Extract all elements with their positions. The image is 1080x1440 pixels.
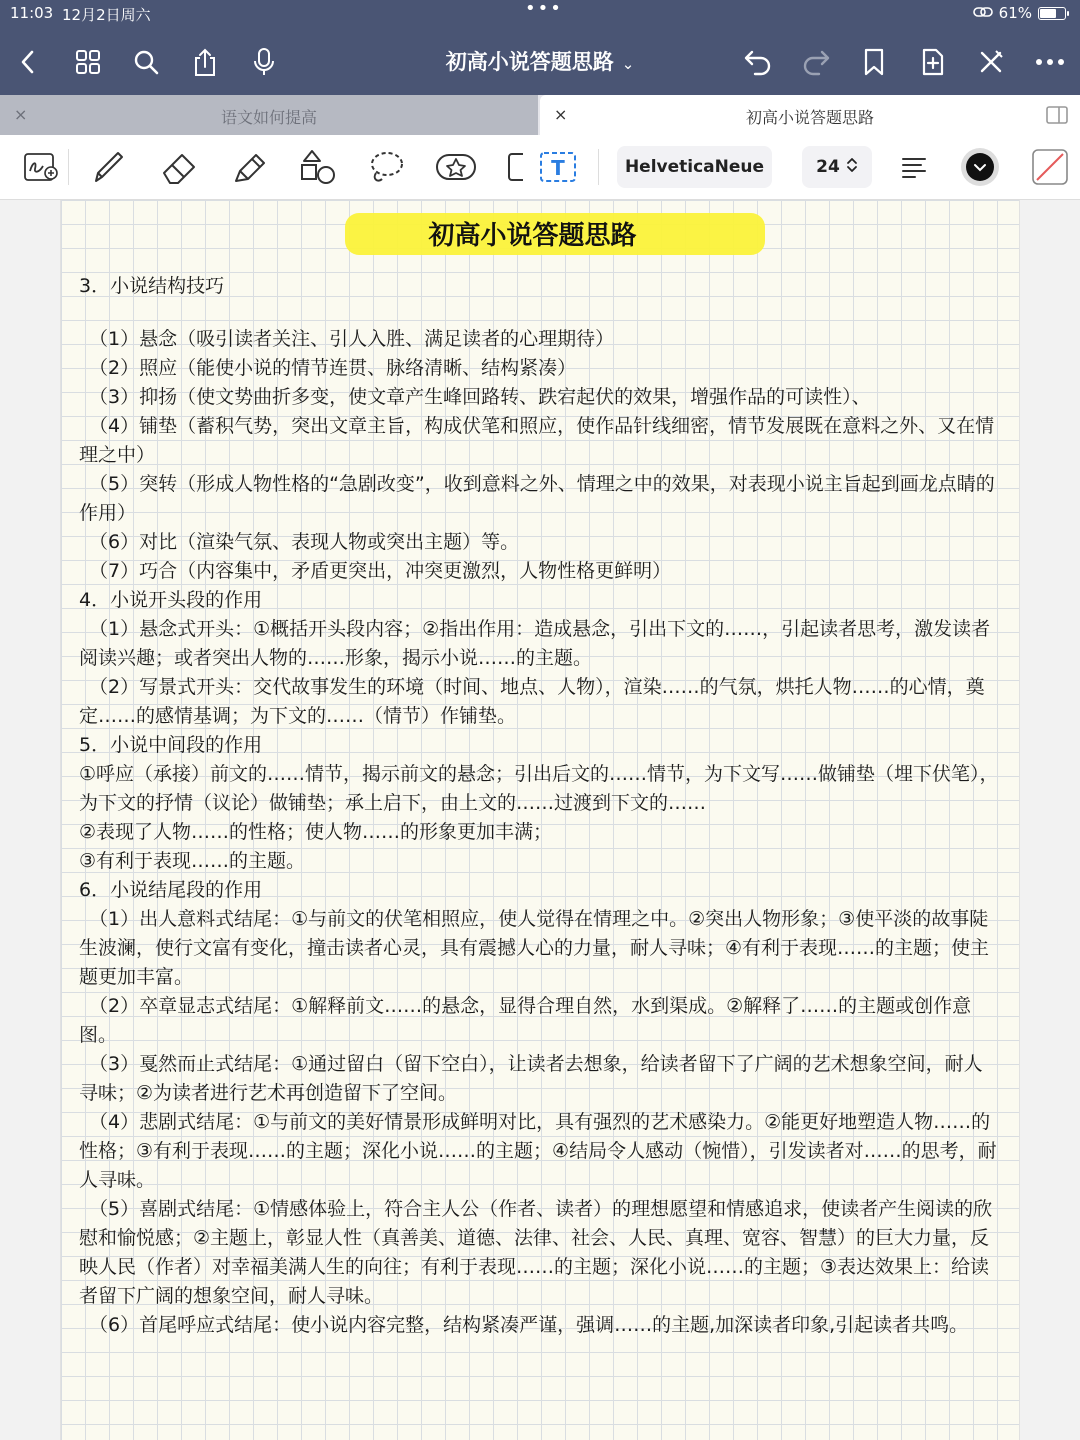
battery-icon bbox=[1038, 7, 1066, 20]
paragraph: （3）戛然而止式结尾：①通过留白（留下空白），让读者去想象，给读者留下了广阔的艺术想象空间，耐人寻味；②为读者进行艺术再创造留下了空间。 bbox=[79, 1053, 983, 1104]
top-bar bbox=[0, 0, 1080, 95]
status-time: 11:03 bbox=[10, 4, 54, 22]
tab-document-2[interactable] bbox=[540, 95, 1080, 135]
close-pen-icon[interactable] bbox=[973, 44, 1009, 80]
font-size-select[interactable] bbox=[802, 146, 872, 188]
handwriting-icon[interactable] bbox=[20, 147, 62, 187]
status-bar bbox=[0, 0, 1080, 28]
nav-bar bbox=[0, 36, 1080, 86]
multitask-dots-icon[interactable]: ••• bbox=[525, 0, 563, 19]
section-heading: 6．小说结尾段的作用 bbox=[79, 879, 263, 901]
divider bbox=[598, 149, 599, 185]
highlighter-icon[interactable] bbox=[226, 147, 272, 187]
paragraph: （6）对比（渲染气氛、表现人物或突出主题）等。 bbox=[89, 531, 520, 553]
bookmark-icon[interactable] bbox=[856, 44, 892, 80]
align-text-icon[interactable] bbox=[896, 147, 932, 187]
paragraph: （1）悬念（吸引读者关注、引人入胜、满足读者的心理期待） bbox=[89, 328, 615, 350]
background-color-icon[interactable] bbox=[1028, 147, 1072, 187]
undo-icon[interactable] bbox=[740, 44, 776, 80]
section-heading: 5．小说中间段的作用 bbox=[79, 734, 263, 756]
note-text[interactable] bbox=[79, 272, 999, 1340]
more-options-icon[interactable] bbox=[1032, 44, 1068, 80]
paragraph: （1）出人意料式结尾：①与前文的伏笔相照应，使人觉得在情理之中。②突出人物形象；③使平淡的故事陡生波澜，使行文富有变化，撞击读者心灵，具有震撼人心的力量，耐人寻味；④有利于表现……的主题；使主题更加丰富。 bbox=[79, 908, 990, 988]
paragraph: （3）抑扬（使文势曲折多变，使文章产生峰回路转、跌宕起伏的效果，增强作品的可读性）、 bbox=[89, 386, 871, 408]
shapes-icon[interactable] bbox=[296, 147, 340, 187]
eraser-icon[interactable] bbox=[156, 147, 202, 187]
tab-label: 初高小说答题思路 bbox=[745, 108, 874, 127]
paragraph: ③有利于表现……的主题。 bbox=[79, 850, 306, 872]
tab-document-1[interactable] bbox=[0, 95, 538, 135]
tool-bar bbox=[0, 135, 1080, 200]
sticker-icon[interactable] bbox=[434, 147, 478, 187]
paragraph: ②表现了人物……的性格；使人物……的形象更加丰满； bbox=[79, 821, 553, 843]
lasso-icon[interactable] bbox=[364, 147, 408, 187]
text-color-picker[interactable] bbox=[958, 147, 1002, 187]
image-tool-icon[interactable] bbox=[503, 147, 523, 187]
pen-tool-icon[interactable] bbox=[86, 147, 130, 187]
font-size-value: 24 bbox=[816, 157, 840, 177]
add-page-icon[interactable] bbox=[915, 44, 951, 80]
paragraph: ①呼应（承接）前文的……情节，揭示前文的悬念；引出后文的……情节，为下文写……做铺垫（埋下伏笔），为下文的抒情（议论）做铺垫；承上启下，由上文的……过渡到下文的…… bbox=[79, 763, 999, 814]
page-heading: 初高小说答题思路 bbox=[428, 221, 637, 251]
redo-icon[interactable] bbox=[798, 44, 834, 80]
section-heading: 3．小说结构技巧 bbox=[79, 275, 225, 297]
text-tool-icon[interactable] bbox=[538, 147, 578, 187]
close-tab-icon[interactable]: × bbox=[14, 105, 28, 124]
paragraph: （4）铺垫（蓄积气势，突出文章主旨，构成伏笔和照应，使作品针线细密，情节发展既在意料之外、又在情理之中） bbox=[79, 415, 995, 466]
stepper-icon bbox=[846, 156, 858, 179]
status-date: 12月2日周六 bbox=[62, 6, 151, 24]
link-icon bbox=[973, 4, 993, 22]
battery-percent: 61% bbox=[998, 4, 1032, 22]
paragraph: （2）写景式开头：交代故事发生的环境（时间、地点、人物），渲染……的气氛，烘托人物……的心情，奠定……的感情基调；为下文的……（情节）作铺垫。 bbox=[79, 676, 985, 727]
paragraph: （5）突转（形成人物性格的“急剧改变”，收到意料之外、情理之中的效果，对表现小说主旨起到画龙点睛的作用） bbox=[79, 473, 995, 524]
paragraph: （2）照应（能使小说的情节连贯、脉络清晰、结构紧凑） bbox=[89, 357, 577, 379]
svg-text:T: T bbox=[551, 156, 565, 180]
chevron-down-icon[interactable]: ⌄ bbox=[621, 55, 635, 73]
document-title[interactable]: 初高小说答题思路 ⌄ bbox=[445, 50, 635, 74]
paragraph: （6）首尾呼应式结尾：使小说内容完整，结构紧凑严谨，强调……的主题,加深读者印象,引起读者共鸣。 bbox=[89, 1314, 969, 1336]
paragraph: （1）悬念式开头：①概括开头段内容；②指出作用：造成悬念，引出下文的……，引起读者思考，激发读者阅读兴趣；或者突出人物的……形象，揭示小说……的主题。 bbox=[79, 618, 991, 669]
section-heading: 4．小说开头段的作用 bbox=[79, 589, 263, 611]
tab-bar bbox=[0, 95, 1080, 135]
paragraph: （5）喜剧式结尾：①情感体验上，符合主人公（作者、读者）的理想愿望和情感追求，使读者产生阅读的欣慰和愉悦感；②主题上，彰显人性（真善美、道德、法律、社会、人民、真理、宽容、智慧）的巨大力量，反映人民（作者）对幸福美满人生的向往；有利于表现……的主题；深化小说……的主题；③表达效果上：给读者留下广阔的想象空间，耐人寻味。 bbox=[79, 1198, 993, 1307]
tab-label: 语文如何提高 bbox=[220, 108, 317, 127]
paragraph: （4）悲剧式结尾：①与前文的美好情景形成鲜明对比，具有强烈的艺术感染力。②能更好地塑造人物……的性格；③有利于表现……的主题；深化小说……的主题；④结局令人感动（惋惜），引发读者对……的思考，耐人寻味。 bbox=[79, 1111, 997, 1191]
right-margin bbox=[1019, 200, 1080, 1440]
divider bbox=[68, 149, 69, 185]
split-view-icon[interactable] bbox=[1046, 105, 1068, 129]
left-margin bbox=[0, 200, 60, 1440]
paragraph: （7）巧合（内容集中，矛盾更突出，冲突更激烈，人物性格更鲜明） bbox=[89, 560, 672, 582]
close-tab-icon[interactable]: × bbox=[554, 105, 568, 124]
paragraph: （2）卒章显志式结尾：①解释前文……的悬念，显得合理自然，水到渠成。②解释了……的主题或创作意图。 bbox=[79, 995, 972, 1046]
font-family-select[interactable]: HelveticaNeue bbox=[617, 146, 772, 188]
